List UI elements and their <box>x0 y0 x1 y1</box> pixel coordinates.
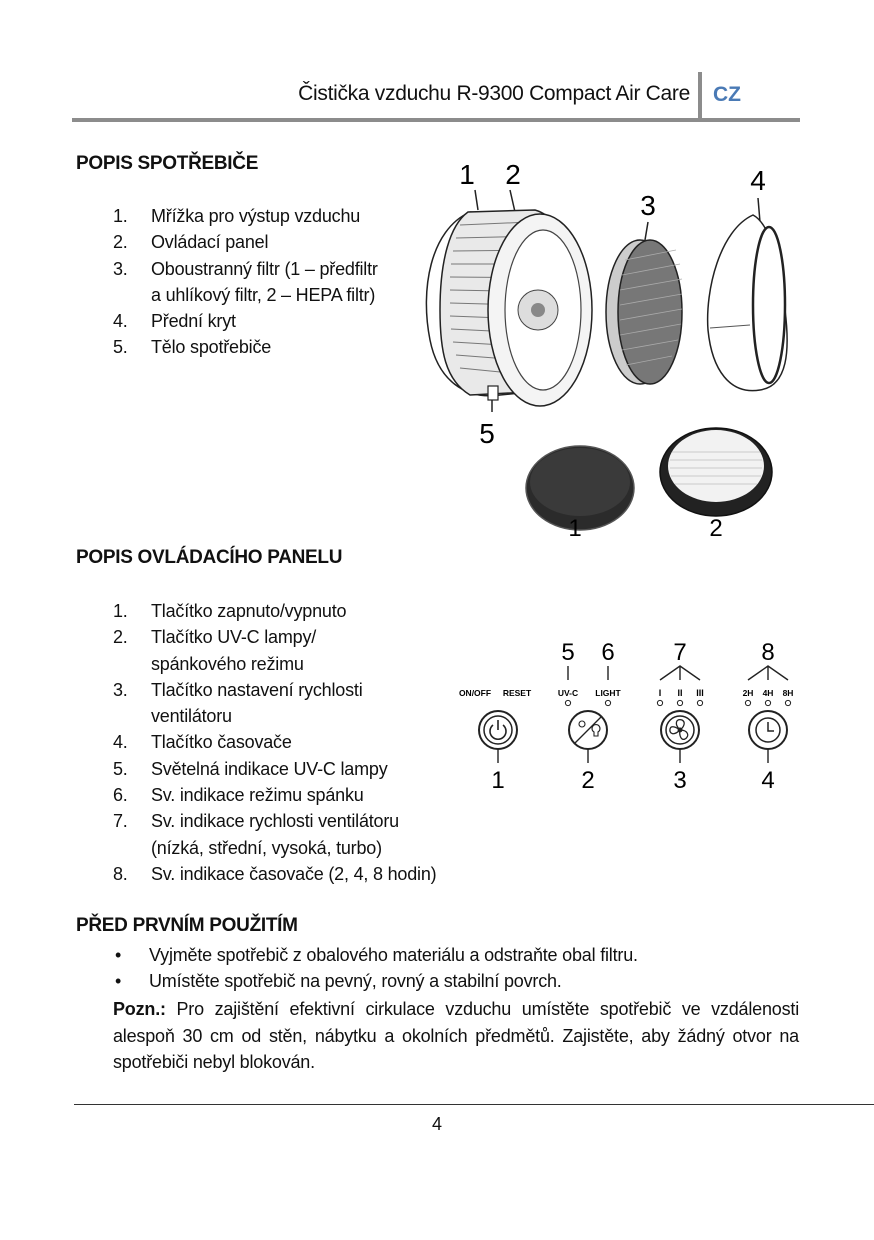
speed-label-1: I <box>658 688 662 698</box>
control-panel-figure <box>450 630 810 800</box>
header-rule <box>72 118 800 122</box>
speed-label-3: III <box>696 688 704 698</box>
page-number: 4 <box>431 1114 442 1134</box>
section-title-appliance: POPIS SPOTŘEBIČE <box>76 153 259 174</box>
list-item-number: 4. <box>113 311 128 332</box>
list-item-text: Tlačítko zapnuto/vypnuto <box>151 601 347 621</box>
list-item-number: 1. <box>113 601 128 621</box>
label-on-off: ON/OFF <box>458 688 492 698</box>
label-reset: RESET <box>502 688 532 698</box>
list-item <box>113 624 458 677</box>
list-item <box>113 598 458 624</box>
filter-label-1: 1 <box>568 515 582 542</box>
list-item-text: Sv. indikace režimu spánku <box>151 785 364 806</box>
list-item-number: 1. <box>113 206 128 226</box>
list-item-number: 7. <box>113 811 128 832</box>
list-item <box>113 203 433 229</box>
timer-button <box>749 711 787 749</box>
list-item-text: Mřížka pro výstup vzduchu <box>151 206 361 226</box>
footer-rule <box>74 1104 874 1105</box>
list-item-text: Přední kryt <box>151 311 236 332</box>
list-item-text: Světelná indikace UV-C lampy <box>151 758 388 779</box>
list-item-number: 2. <box>113 627 128 648</box>
panel-number-6: 6 <box>601 639 615 666</box>
indicator-timer-2h <box>745 700 750 705</box>
list-item-number: 5. <box>113 337 128 358</box>
timer-label-2h: 2H <box>742 688 754 698</box>
list-item <box>113 334 433 360</box>
bullet-item: • Umístěte spotřebič na pevný, rovný a stabilní povrch. <box>113 968 813 994</box>
document-title: Čistička vzduchu R-9300 Compact Air Care <box>298 82 690 105</box>
panel-number-8: 8 <box>761 639 775 666</box>
list-item-number: 3. <box>113 679 128 700</box>
appliance-parts-list <box>113 203 433 361</box>
list-item-text: Tlačítko nastavení rychlosti <box>151 679 363 700</box>
list-item <box>113 229 433 255</box>
list-item-number: 3. <box>113 258 128 279</box>
label-uvc: UV-C <box>557 688 579 698</box>
indicator-timer-4h <box>765 700 770 705</box>
filter-label-2: 2 <box>709 515 723 542</box>
panel-bottom-1: 1 <box>491 767 505 794</box>
list-item-text: spánkového režimu <box>151 653 304 674</box>
list-item-number: 6. <box>113 785 128 806</box>
section-title-control-panel: POPIS OVLÁDACÍHO PANELU <box>76 547 343 568</box>
list-item-text: Tělo spotřebiče <box>151 337 272 358</box>
header-divider <box>698 72 702 122</box>
control-panel-list <box>113 598 458 887</box>
callout-4: 4 <box>750 165 766 196</box>
hepa-filter-illustration <box>660 428 772 516</box>
list-item <box>113 729 458 755</box>
callout-1: 1 <box>459 159 475 190</box>
bullet-item: • Vyjměte spotřebič z obalového materiálu a odstraňte obal filtru. <box>113 942 813 968</box>
uvc-sleep-button <box>569 711 607 749</box>
indicator-light <box>605 700 610 705</box>
appliance-exploded-figure <box>420 150 820 545</box>
front-cover-illustration <box>708 215 788 391</box>
list-item-text: Sv. indikace rychlosti ventilátoru <box>151 811 399 832</box>
list-item-number: 5. <box>113 758 128 779</box>
power-button <box>479 711 517 749</box>
speed-label-2: II <box>677 688 683 698</box>
indicator-speed-2 <box>677 700 682 705</box>
list-item-text: Tlačítko UV-C lampy/ <box>151 627 317 648</box>
appliance-body-illustration <box>426 210 592 406</box>
list-item <box>113 782 458 808</box>
list-item <box>113 756 458 782</box>
callout-3: 3 <box>640 190 656 221</box>
list-item-text: ventilátoru <box>151 706 232 727</box>
note-label: Pozn.: <box>113 999 166 1019</box>
fan-speed-button <box>661 711 699 749</box>
list-item-number: 8. <box>113 863 128 884</box>
panel-bottom-2: 2 <box>581 767 595 794</box>
timer-label-8h: 8H <box>782 688 794 698</box>
list-item-text: a uhlíkový filtr, 2 – HEPA filtr) <box>151 284 376 305</box>
first-use-bullets <box>113 942 813 994</box>
language-code: CZ <box>713 83 741 106</box>
list-item-text: (nízká, střední, vysoká, turbo) <box>151 837 382 858</box>
panel-bottom-4: 4 <box>761 767 775 794</box>
callout-5: 5 <box>479 418 495 449</box>
list-item-text: Ovládací panel <box>151 232 269 253</box>
section-title-first-use: PŘED PRVNÍM POUŽITÍM <box>76 915 298 936</box>
timer-label-4h: 4H <box>762 688 774 698</box>
list-item-number: 4. <box>113 732 128 753</box>
list-item <box>113 861 458 887</box>
list-item <box>113 677 458 730</box>
label-light: LIGHT <box>595 688 621 698</box>
list-item <box>113 256 433 309</box>
list-item-text: Oboustranný filtr (1 – předfiltr <box>151 258 378 279</box>
indicator-speed-3 <box>697 700 702 705</box>
panel-number-5: 5 <box>561 639 575 666</box>
panel-number-7: 7 <box>673 639 687 666</box>
list-item-number: 2. <box>113 232 128 253</box>
panel-bottom-3: 3 <box>673 767 687 794</box>
list-item-text: Sv. indikace časovače (2, 4, 8 hodin) <box>151 863 437 884</box>
indicator-timer-8h <box>785 700 790 705</box>
double-sided-filter-illustration <box>606 240 682 384</box>
list-item <box>113 808 458 861</box>
indicator-speed-1 <box>657 700 662 705</box>
list-item-text: Tlačítko časovače <box>151 732 292 753</box>
callout-2: 2 <box>505 159 521 190</box>
list-item <box>113 308 433 334</box>
note-paragraph <box>113 996 799 1076</box>
indicator-uvc <box>565 700 570 705</box>
note-text: Pro zajištění efektivní cirkulace vzduchu umístěte spotřebič ve vzdálenosti alespoň 30 cm od stěn, nábytku a okolních předmětů. Zajistěte, aby žádný otvor na spotřebiči nebyl blokován. <box>113 999 799 1072</box>
